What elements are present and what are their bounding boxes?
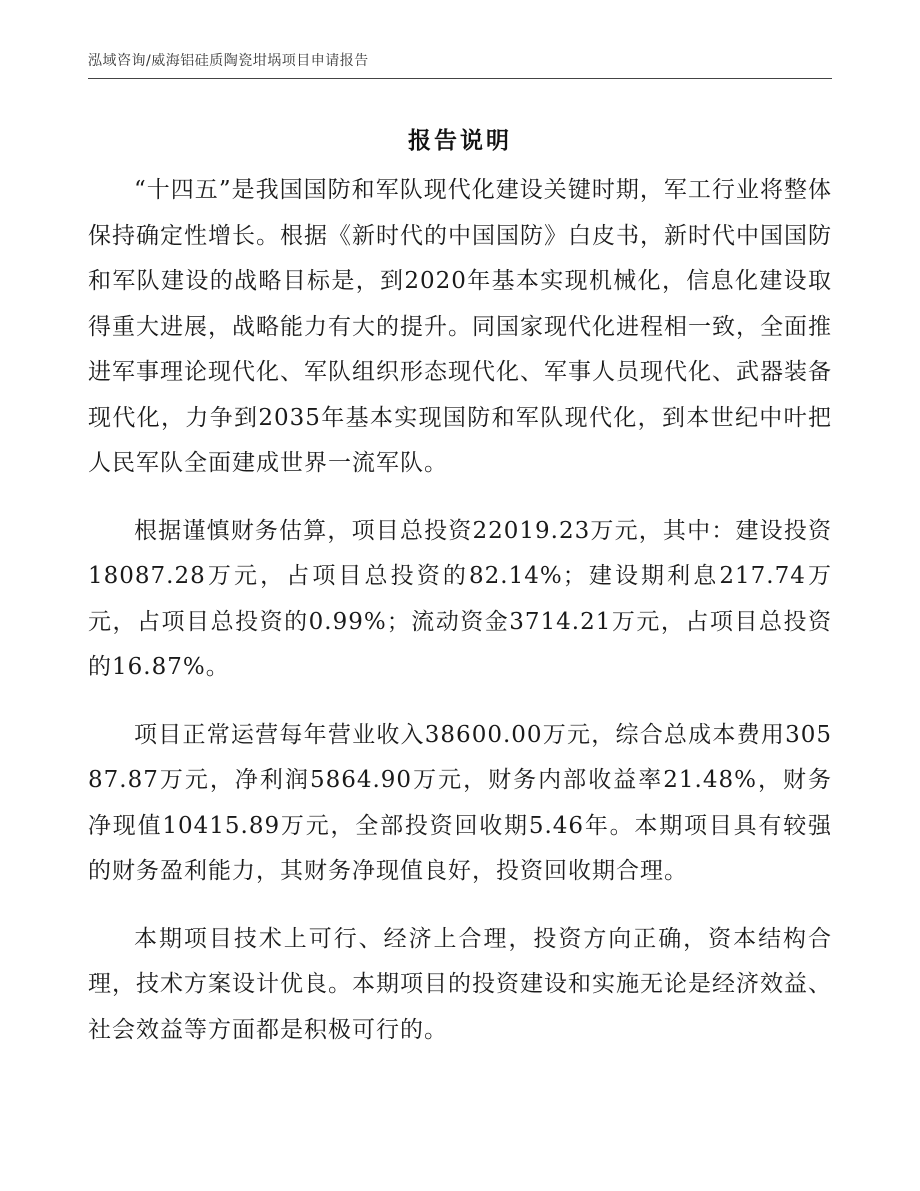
paragraph-financials: 项目正常运营每年营业收入38600.00万元，综合总成本费用30587.87万元，净利润5864.90万元，财务内部收益率21.48%，财务净现值10415.89万元，全部投资回收期5.46年。本期项目具有较强的财务盈利能力，其财务净现值良好，投资回收期合理。 bbox=[88, 721, 832, 884]
paragraph-conclusion: 本期项目技术上可行、经济上合理，投资方向正确，资本结构合理，技术方案设计优良。本期项目的投资建设和实施无论是经济效益、社会效益等方面都是积极可行的。 bbox=[88, 925, 832, 1043]
running-header: 泓域咨询/威海铝硅质陶瓷坩埚项目申请报告 bbox=[88, 53, 369, 69]
page-title: 报告说明 bbox=[408, 128, 512, 154]
paragraph-background: “十四五”是我国国防和军队现代化建设关键时期，军工行业将整体保持确定性增长。根据《新时代的中国国防》白皮书，新时代中国国防和军队建设的战略目标是，到2020年基本实现机械化，信息化建设取得重大进展，战略能力有大的提升。同国家现代化进程相一致，全面推进军事理论现代化、军队组织形态现代化、军事人员现代化、武器装备现代化，力争到2035年基本实现国防和军队现代化，到本世纪中叶把人民军队全面建成世界一流军队。 bbox=[88, 177, 832, 476]
header-divider bbox=[88, 78, 832, 79]
paragraph-investment: 根据谨慎财务估算，项目总投资22019.23万元，其中：建设投资18087.28万元，占项目总投资的82.14%；建设期利息217.74万元，占项目总投资的0.99%；流动资金3714.21万元，占项目总投资的16.87%。 bbox=[88, 517, 832, 680]
body-content bbox=[88, 168, 832, 1075]
